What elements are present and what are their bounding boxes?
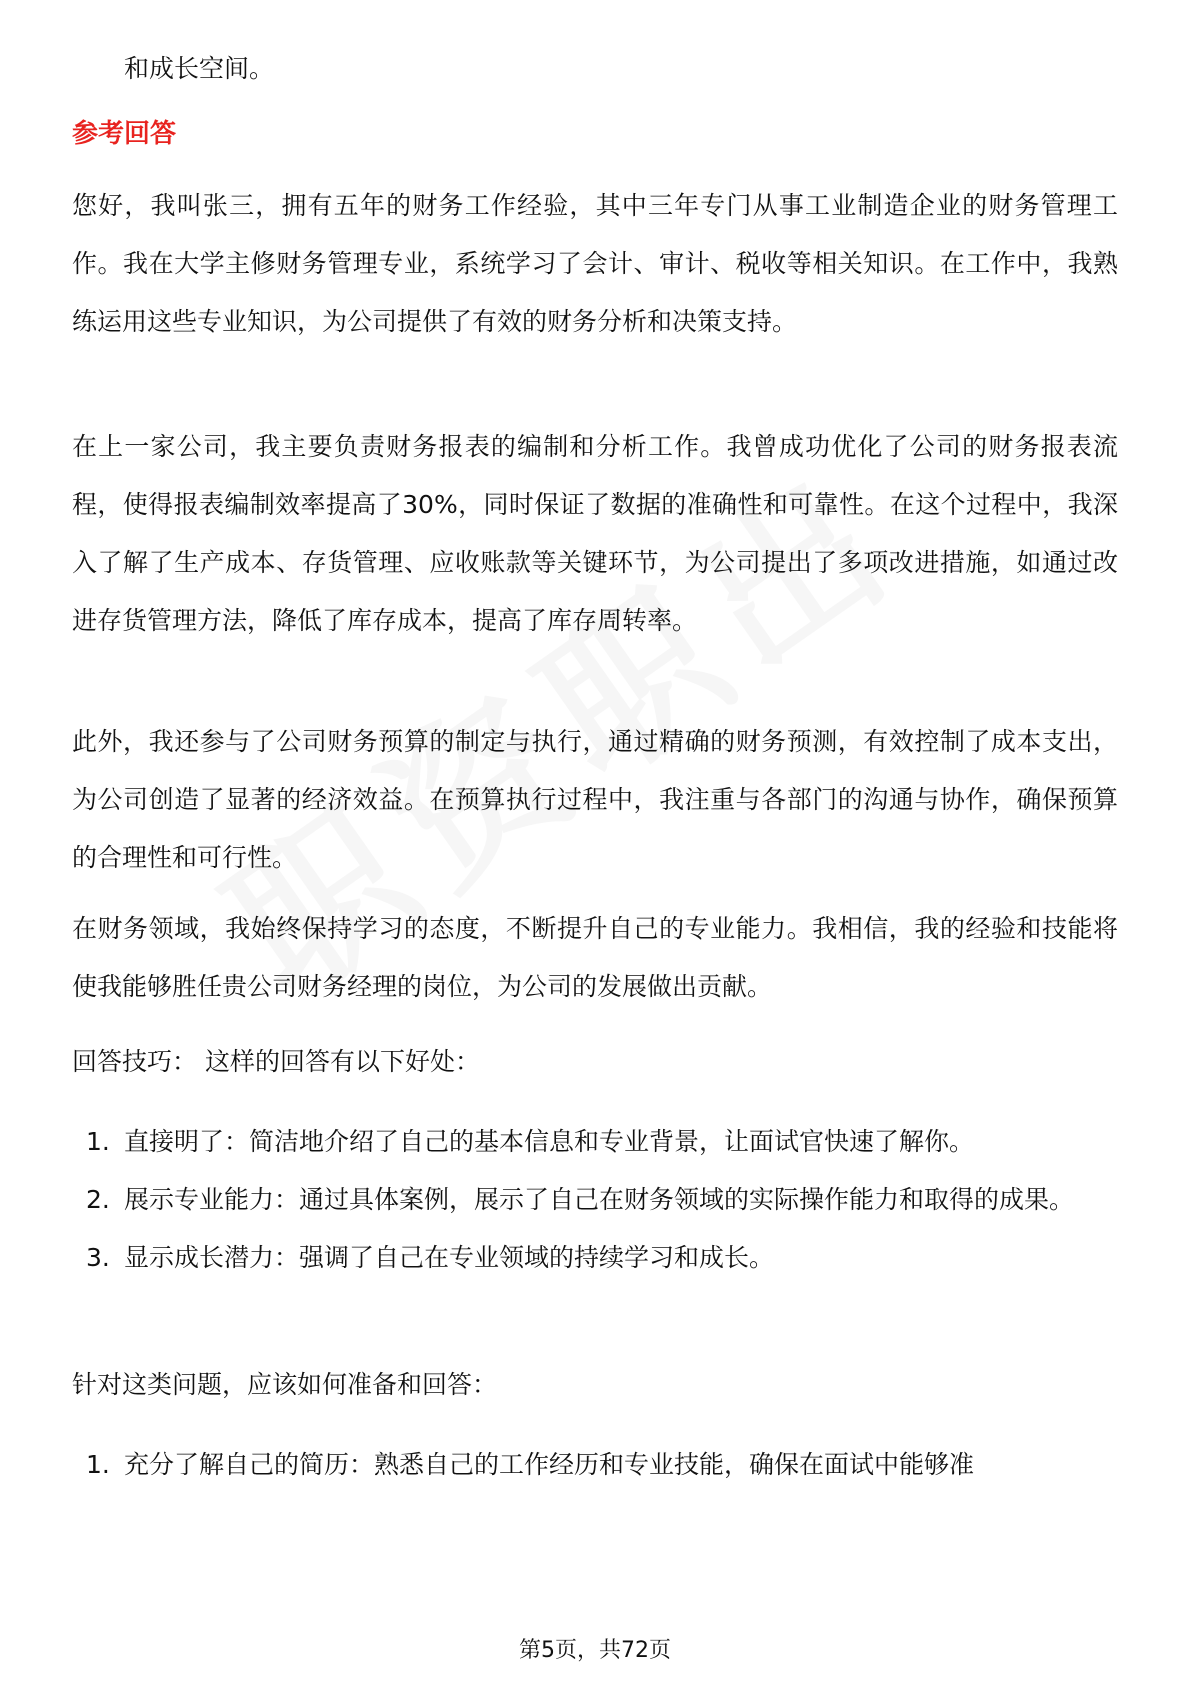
list-item-text: 充分了解自己的简历：熟悉自己的工作经历和专业技能，确保在面试中能够准: [124, 1450, 975, 1479]
prep-list: [72, 1436, 1118, 1494]
list-item: [72, 1171, 1118, 1229]
list-item: [72, 1113, 1118, 1171]
list-item-text: 显示成长潜力：强调了自己在专业领域的持续学习和成长。: [124, 1243, 775, 1272]
list-number: 2.: [86, 1185, 110, 1214]
section-heading: 参考回答: [72, 119, 177, 149]
page-footer: 第5页，共72页: [519, 1638, 671, 1663]
tips-list: [72, 1113, 1118, 1287]
list-item-text: 直接明了：简洁地介绍了自己的基本信息和专业背景，让面试官快速了解你。: [124, 1127, 975, 1156]
list-item: [72, 1436, 1118, 1494]
continuation-text: 和成长空间。: [124, 54, 275, 83]
list-number: 3.: [86, 1243, 110, 1272]
list-item-text: 展示专业能力：通过具体案例，展示了自己在财务领域的实际操作能力和取得的成果。: [124, 1185, 1075, 1214]
prep-intro: 针对这类问题，应该如何准备和回答：: [72, 1370, 498, 1399]
list-item: [72, 1229, 1118, 1287]
list-number: 1.: [86, 1450, 110, 1479]
tips-intro: 回答技巧： 这样的回答有以下好处：: [72, 1047, 480, 1076]
paragraph-1: 您好，我叫张三，拥有五年的财务工作经验，其中三年专门从事工业制造企业的财务管理工作。我在大学主修财务管理专业，系统学习了会计、审计、税收等相关知识。在工作中，我熟练运用这些专业知识，为公司提供了有效的财务分析和决策支持。: [72, 191, 1118, 336]
paragraph-3: 此外，我还参与了公司财务预算的制定与执行，通过精确的财务预测，有效控制了成本支出，为公司创造了显著的经济效益。在预算执行过程中，我注重与各部门的沟通与协作，确保预算的合理性和可行性。: [72, 727, 1118, 872]
paragraph-4: 在财务领域，我始终保持学习的态度，不断提升自己的专业能力。我相信，我的经验和技能将使我能够胜任贵公司财务经理的岗位，为公司的发展做出贡献。: [72, 914, 1118, 1001]
paragraph-2: 在上一家公司，我主要负责财务报表的编制和分析工作。我曾成功优化了公司的财务报表流程，使得报表编制效率提高了30%，同时保证了数据的准确性和可靠性。在这个过程中，我深入了解了生产成本、存货管理、应收账款等关键环节，为公司提出了多项改进措施，如通过改进存货管理方法，降低了库存成本，提高了库存周转率。: [72, 432, 1118, 635]
list-number: 1.: [86, 1127, 110, 1156]
